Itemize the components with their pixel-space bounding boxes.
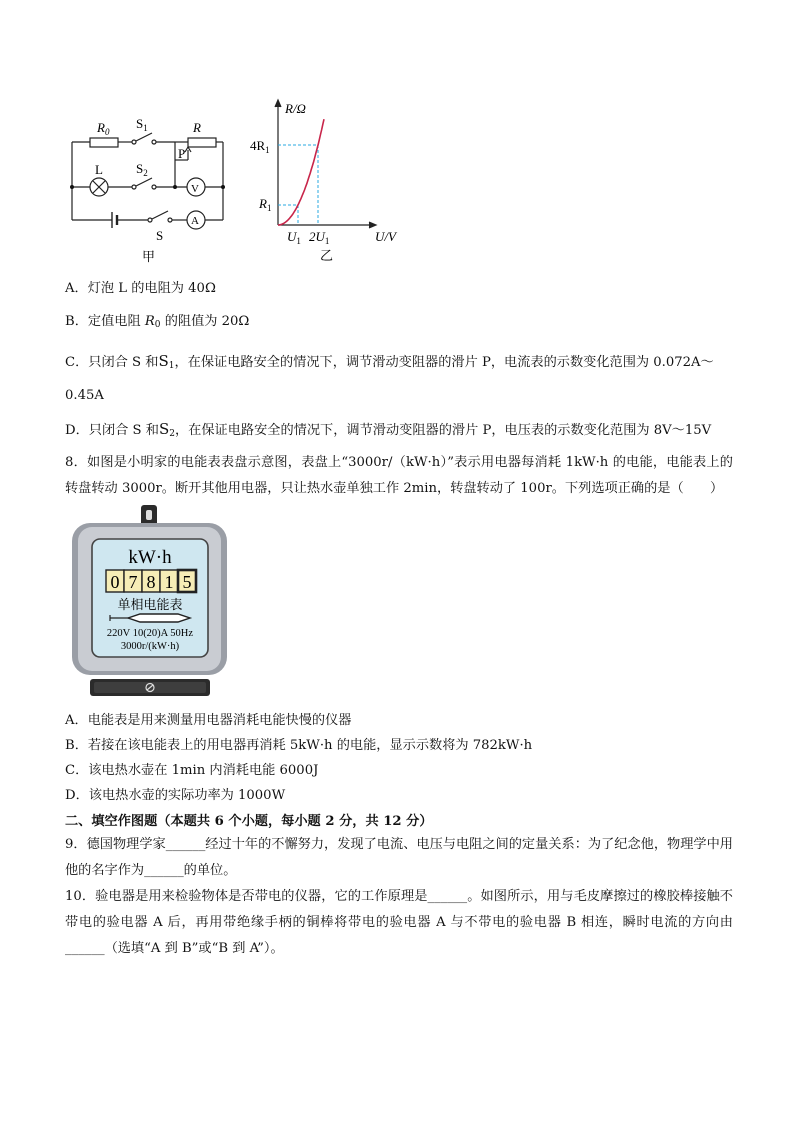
x-tick-2u1-sub: 1 xyxy=(324,236,330,246)
q7-option-c-cont: 0.45A xyxy=(65,388,104,403)
label-r0-sub: 0 xyxy=(104,127,110,137)
svg-text:R/Ω xyxy=(284,101,306,116)
label-s1: S xyxy=(136,116,144,131)
electric-meter xyxy=(70,503,230,698)
q8-option-c: C．该电热水壶在 1min 内消耗电能 6000J xyxy=(65,763,319,778)
q7-optd-pre: D．只闭合 S 和 xyxy=(65,423,159,438)
label-s: S xyxy=(156,228,164,243)
label-s1-sub: 1 xyxy=(143,123,148,133)
meter-digit-3: 8 xyxy=(146,572,156,592)
caption-yi: 乙 xyxy=(320,248,334,263)
meter-rev: 3000r/(kW·h) xyxy=(120,641,180,652)
section2-title: 二、填空作图题（本题共 6 个小题，每小题 2 分，共 12 分） xyxy=(65,814,433,829)
q7-optc-s: S xyxy=(158,352,169,370)
q7-optc-post: ，在保证电路安全的情况下，调节滑动变阻器的滑片 P，电流表的示数变化范围为 0.072A～ xyxy=(174,355,714,370)
meter-svg xyxy=(70,503,230,698)
q7-option-d xyxy=(65,420,711,443)
q7-optc-pre: C．只闭合 S 和 xyxy=(65,355,159,370)
q7-optd-s: S xyxy=(158,420,170,438)
q7-optb-post: 的阻值为 20Ω xyxy=(160,314,250,329)
q10-text: 10．验电器是用来检验物体是否带电的仪器，它的工作原理是______。如图所示，用与毛皮摩擦过的橡胶棒接触不带电的验电器 A 后，再用带绝缘手柄的铜棒将带电的验电器 A 与不带电的验电器 B 相连，瞬时电流的方向由______（选填“A 到 B”或“B 到 A”）。 xyxy=(65,889,733,956)
x-axis-label: U/V xyxy=(375,229,396,244)
svg-text:R0 xyxy=(96,120,110,137)
q8-stem: 8．如图是小明家的电能表表盘示意图，表盘上“3000r/（kW·h）”表示用电器每消耗 1kW·h 的电能，电能表上的转盘转动 3000r。断开其他用电器，只让热水壶单独工作 2min，转盘转动了 100r。下列选项正确的是（ ） xyxy=(65,455,733,496)
meter-digit-4: 1 xyxy=(164,572,174,592)
q9-text: 9．德国物理学家______经过十年的不懈努力，发现了电流、电压与电阻之间的定量关系：为了纪念他，物理学中用他的名字作为______的单位。 xyxy=(65,837,733,878)
label-s2-sub: 2 xyxy=(143,168,148,178)
svg-text:R1 xyxy=(258,196,271,213)
y-tick-r1: R xyxy=(259,196,267,211)
label-r0: R xyxy=(97,120,105,135)
q7-option-a: A．灯泡 L 的电阻为 40Ω xyxy=(65,281,216,296)
y-axis-label: R/Ω xyxy=(285,101,306,116)
graph-yi xyxy=(245,95,415,270)
label-a: A xyxy=(191,215,199,227)
q7-optb-var: R xyxy=(144,314,155,329)
x-tick-u1: U xyxy=(287,229,297,244)
y-tick-4r1: 4R xyxy=(250,138,266,153)
meter-digit-1: 0 xyxy=(110,572,120,592)
meter-digit-5: 5 xyxy=(182,572,192,592)
x-tick-2u1: 2U xyxy=(309,229,325,244)
graph-svg xyxy=(245,95,415,270)
svg-text:2U1 xyxy=(309,229,329,246)
r-u-curve xyxy=(278,119,324,225)
svg-text:S2 xyxy=(136,161,148,178)
label-p: P xyxy=(178,146,186,161)
x-tick-u1-sub: 1 xyxy=(296,236,301,246)
q7-option-c xyxy=(65,352,714,375)
label-r: R xyxy=(193,120,201,135)
q7-optb-pre: B．定值电阻 xyxy=(65,314,145,329)
q8-option-a: A．电能表是用来测量用电器消耗电能快慢的仪器 xyxy=(65,713,352,728)
circuit-diagram-jia xyxy=(60,110,235,270)
label-s2: S xyxy=(136,161,144,176)
caption-jia: 甲 xyxy=(142,249,156,264)
q8-option-b: B．若接在该电能表上的用电器再消耗 5kW·h 的电能，显示示数将为 782kW·h xyxy=(65,738,533,753)
meter-spec: 220V 10(20)A 50Hz xyxy=(106,628,194,639)
label-l: L xyxy=(95,162,103,177)
svg-text:4R1 xyxy=(250,138,270,155)
q7-optd-sub: 2 xyxy=(169,429,175,439)
q7-option-b xyxy=(65,313,249,334)
meter-name: 单相电能表 xyxy=(117,598,183,613)
label-v: V xyxy=(191,183,199,195)
q8-option-d: D．该电热水壶的实际功率为 1000W xyxy=(65,788,286,803)
q7-optd-post: ，在保证电路安全的情况下，调节滑动变阻器的滑片 P，电压表的示数变化范围为 8V～15V xyxy=(174,423,712,438)
svg-text:U1 xyxy=(287,229,301,246)
meter-digit-2: 7 xyxy=(128,572,138,592)
y-tick-4r1-sub: 1 xyxy=(265,145,270,155)
circuit-svg xyxy=(60,110,235,270)
svg-text:S1 xyxy=(136,116,148,133)
y-tick-r1-sub: 1 xyxy=(266,203,272,213)
q7-optb-sub: 0 xyxy=(154,320,161,330)
meter-unit: kW·h xyxy=(128,547,172,568)
q7-optc-sub: 1 xyxy=(168,361,175,371)
